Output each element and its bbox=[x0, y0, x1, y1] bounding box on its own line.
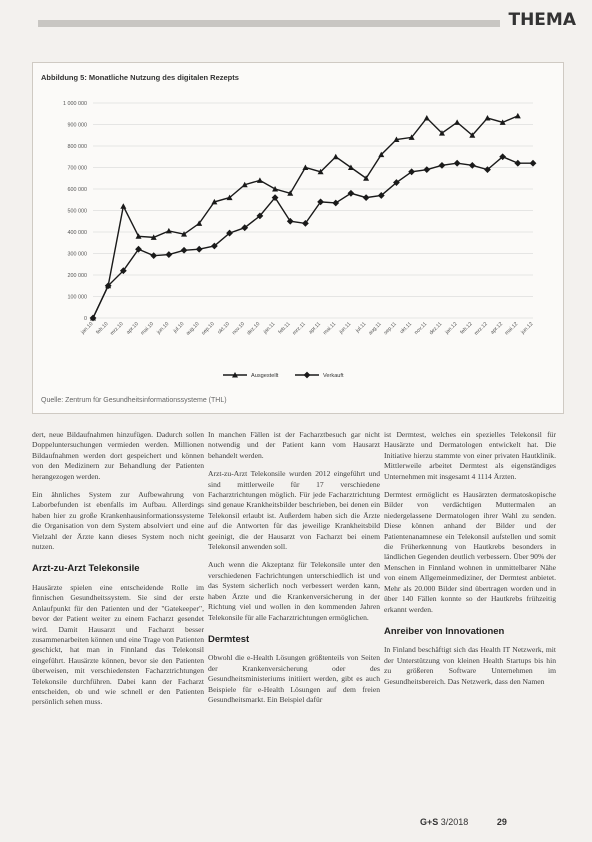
page-number: 29 bbox=[496, 817, 507, 827]
section-heading: Anreiber von Innovationen bbox=[384, 625, 505, 637]
figure-box bbox=[32, 62, 564, 414]
y-tick-label: 0 bbox=[84, 316, 87, 323]
page-footer bbox=[420, 817, 507, 827]
y-tick-label: 600 000 bbox=[67, 187, 87, 194]
x-tick-label: aug.11 bbox=[367, 321, 383, 337]
legend-label: Ausgestellt bbox=[251, 373, 279, 379]
y-tick-label: 800 000 bbox=[67, 144, 87, 151]
paragraph: ist Dermtest, welches ein spezielles Telekonsil für Hausärzte und Dermatologen entwickelt hat. Die Initiative hierzu stammte von einer privaten Hautklinik. Mittlerweile arbeitet Dermtest als eigenständiges Unternehmen mit insgesamt 4 1114 Ärzten. bbox=[384, 430, 556, 481]
issue-number: 3/2018 bbox=[440, 817, 469, 827]
article-column-3 bbox=[384, 430, 556, 695]
paragraph: Hausärzte spielen eine entscheidende Rolle im finnischen Gesundheitssystem. Sie sind der erste Anlaufpunkt für den Patienten und der "Gatekeeper", bevor der Patient weiter zu einem Facharzt gesendet wird. Damit Hausarzt und Facharzt besser zusammenarbeiten können und eine Trage von Patienten geschickt, hat man in Finnland das Telekonsil eingeführt. Hausärzte können, bevor sie den Patienten überweisen, mit verschiedensten Facharztrichtungen Telekonsile durchführen. Dabei kann der Facharzt entscheiden, ob und wie schnell er den Patienten persönlich sehen muss. bbox=[32, 582, 204, 707]
x-tick-label: apr.10 bbox=[125, 321, 140, 336]
x-tick-label: jan.12 bbox=[444, 321, 459, 336]
y-tick-label: 200 000 bbox=[67, 273, 87, 280]
x-tick-label: jun.11 bbox=[338, 321, 353, 336]
x-tick-label: nov.10 bbox=[231, 321, 247, 337]
x-tick-label: mrz.10 bbox=[109, 321, 125, 337]
data-point bbox=[363, 194, 370, 201]
data-point bbox=[515, 113, 521, 119]
data-point bbox=[120, 203, 126, 209]
x-tick-label: jan.10 bbox=[80, 321, 95, 336]
data-point bbox=[454, 119, 460, 125]
figure-source: Quelle: Zentrum für Gesundheitsinformationssysteme (THL) bbox=[41, 397, 227, 404]
x-tick-label: feb.10 bbox=[95, 321, 110, 336]
magazine-brand: G+S bbox=[420, 817, 439, 827]
y-tick-label: 1 000 000 bbox=[63, 101, 87, 108]
y-tick-label: 500 000 bbox=[67, 208, 87, 215]
y-tick-label: 100 000 bbox=[67, 294, 87, 301]
x-tick-label: mai.12 bbox=[503, 321, 520, 337]
legend-label: Verkauft bbox=[323, 373, 344, 379]
y-tick-label: 700 000 bbox=[67, 165, 87, 172]
data-point bbox=[333, 154, 339, 160]
article-column-1 bbox=[32, 430, 204, 716]
data-point bbox=[424, 115, 430, 121]
paragraph: Arzt-zu-Arzt Telekonsile wurden 2012 eingeführt und sind mittlerweile für 17 verschiedene Facharztrichtungen möglich. Für jede Facharztrichtung sind genaue Krankheitsbilder beschrieben, bei denen ein Telekonsil erlaubt ist. Außerdem haben sich die Ärzte auf die Antworten für das jeweilige Krankheitsbild geeinigt, die der Hausarzt von Facharzt bei einem Telekonsil anwenden soll. bbox=[208, 469, 380, 552]
x-tick-label: apr.11 bbox=[307, 321, 323, 336]
x-tick-label: sep.10 bbox=[200, 321, 216, 337]
paragraph: Auch wenn die Akzeptanz für Telekonsile unter den verschiedenen Fachrichtungen unterschiedlich ist und das System sicherlich noch verbessert werden kann, haben Ärzte und die Krankenversicherung in der Richtung viel und wollen in den kommenden Jahren Telekonsile für alle Facharztrichtungen ermöglichen. bbox=[208, 560, 380, 622]
section-tag: THEMA bbox=[500, 10, 576, 30]
x-tick-label: jul.10 bbox=[172, 321, 186, 335]
data-point bbox=[454, 160, 461, 167]
y-tick-label: 300 000 bbox=[67, 251, 87, 258]
x-tick-label: jan.11 bbox=[262, 321, 277, 336]
x-tick-label: mrz.11 bbox=[291, 321, 307, 337]
section-heading: Dermtest bbox=[208, 633, 250, 645]
data-point bbox=[332, 200, 339, 207]
x-tick-label: mrz.12 bbox=[473, 321, 489, 337]
y-tick-label: 400 000 bbox=[67, 230, 87, 237]
x-tick-label: dez.10 bbox=[246, 321, 262, 337]
x-tick-label: dez.11 bbox=[428, 321, 444, 337]
line-chart bbox=[33, 63, 565, 415]
x-tick-label: apr.12 bbox=[489, 321, 505, 336]
x-tick-label: jul.11 bbox=[354, 321, 368, 334]
data-point bbox=[165, 251, 172, 258]
data-point bbox=[196, 246, 203, 253]
paragraph: Ein ähnliches System zur Aufbewahrung von Laborbefunden ist ebenfalls im Aufbau. Allerdings haben hier zu große Krankenhausinformationssysteme die Organisation von dem System absolviert und eine Vielzahl der Ärzte kann dieses System noch nicht nutzen. bbox=[32, 490, 204, 552]
x-tick-label: mai.11 bbox=[322, 321, 338, 337]
y-tick-label: 900 000 bbox=[67, 122, 87, 129]
x-tick-label: jun.12 bbox=[520, 321, 535, 336]
x-tick-label: aug.10 bbox=[185, 321, 201, 337]
paragraph: In manchen Fällen ist der Facharztbesuch gar nicht notwendig und der Patient kann vom Hausarzt behandelt werden. bbox=[208, 430, 380, 460]
section-heading: Arzt-zu-Arzt Telekonsile bbox=[32, 563, 140, 575]
x-tick-label: mai.10 bbox=[139, 321, 156, 337]
data-point bbox=[181, 247, 188, 254]
data-point bbox=[257, 177, 263, 183]
data-point bbox=[530, 160, 537, 167]
header-rule bbox=[38, 20, 576, 27]
x-tick-label: feb.11 bbox=[277, 321, 292, 336]
x-tick-label: sep.11 bbox=[382, 321, 398, 337]
figure-title: Abbildung 5: Monatliche Nutzung des digitalen Rezepts bbox=[41, 73, 239, 82]
paragraph: Dermtest ermöglicht es Hausärzten dermatoskopische Bilder von verdächtigen Muttermalen an niedergelassene Dermatologen ihrer Wahl zu senden. Diese können anhand der Bilder und der Patientenanamnese ein Telekonsil aufstellen und somit die Früherkennung von Hautkrebs besonders in ländlichen Gegenden deutlich verbessern. Über 90% der Menschen in Finnland wohnen in unmittelbarer Nähe von einem Allgemeinmediziner, der Dermtest anbietet. Mehr als 20.000 Bilder sind übertragen worden und in über 140 Fällen konnte so der Hautkrebs frühzeitig erkannt werden. bbox=[384, 490, 556, 614]
data-point bbox=[348, 190, 355, 197]
x-tick-label: nov.11 bbox=[413, 321, 429, 336]
paragraph: In Finland beschäftigt sich das Health IT Netzwerk, mit der Unterstützung von kleinen Health Startups bis hin zu größeren Software Unternehmen im Gesundheitsbereich. Das Netzwerk, dass den Namen bbox=[384, 645, 556, 686]
data-point bbox=[287, 218, 294, 225]
paragraph: Obwohl die e-Health Lösungen größtenteils von Seiten der Krankenversicherung oder des Gesundheitsministeriums initiiert werden, gibt es auch Beispiele für e-Health Lösungen auf dem freien Gesundheitsmarkt. Ein Beispiel dafür bbox=[208, 653, 380, 704]
legend-marker bbox=[304, 372, 311, 379]
x-tick-label: jun.10 bbox=[156, 321, 171, 336]
x-tick-label: okt.11 bbox=[399, 321, 414, 336]
article-column-2 bbox=[208, 430, 380, 713]
data-point bbox=[484, 115, 490, 121]
data-point bbox=[514, 160, 521, 167]
x-tick-label: okt.10 bbox=[216, 321, 231, 336]
paragraph: dert, neue Bildaufnahmen hinzufügen. Dadurch sollen Doppeluntersuchungen vermieden werden. Millionen Bildaufnahmen werden dort gespeichert und können von den Medizinern zur Behandlung der Patienten herangezogen werden. bbox=[32, 430, 204, 481]
series-line-1 bbox=[93, 157, 533, 318]
x-tick-label: feb.12 bbox=[459, 321, 474, 336]
